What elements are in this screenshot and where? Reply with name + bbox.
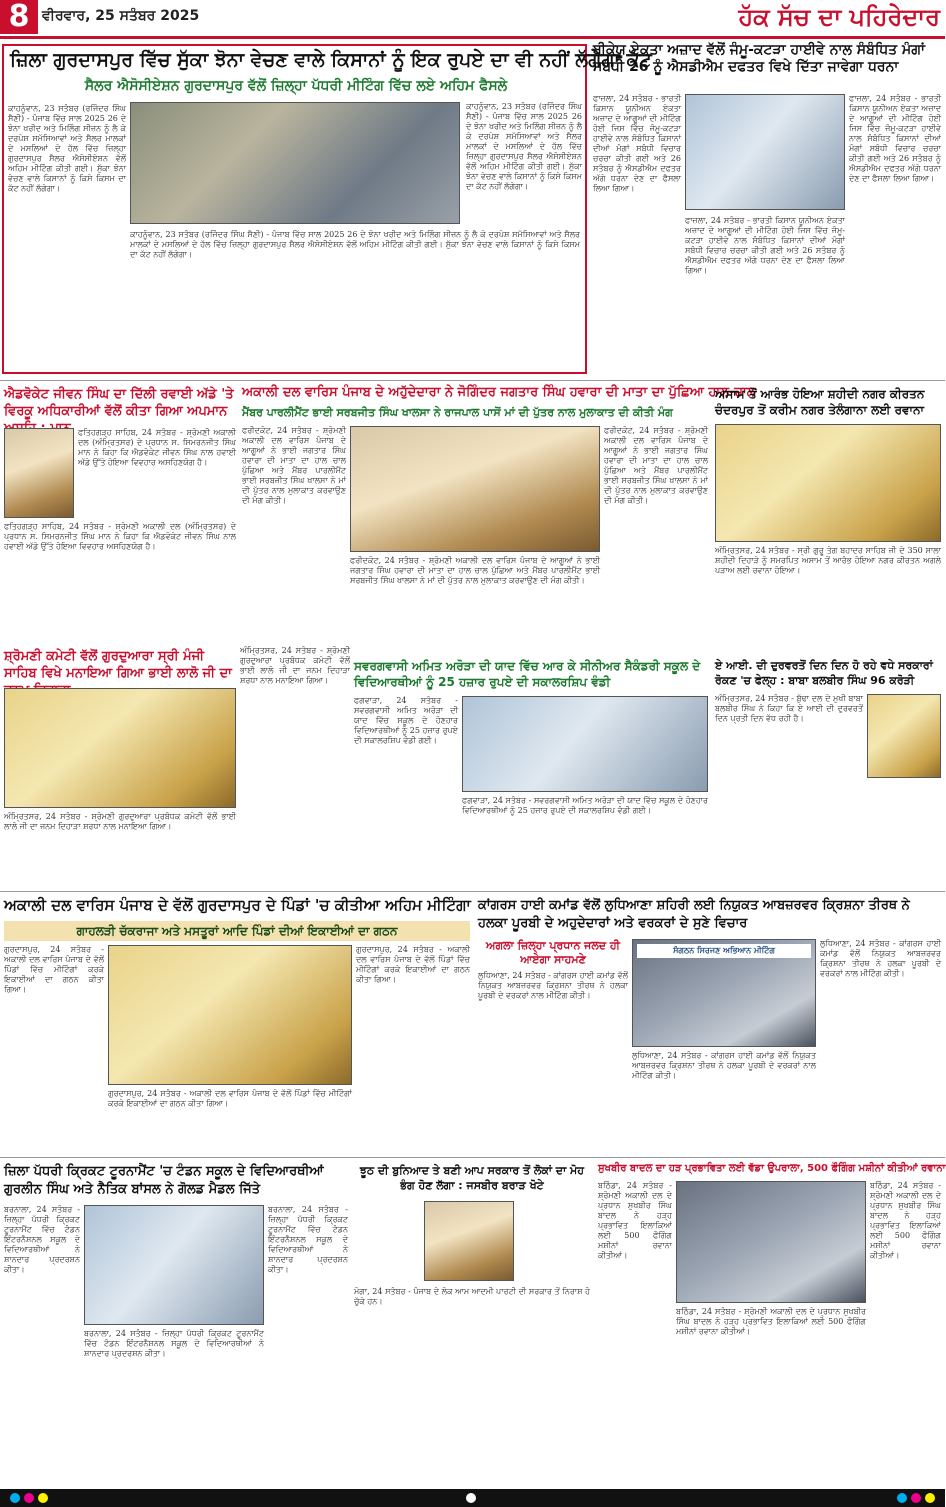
headline: ਜ਼ਿਲਾ ਪੱਧਰੀ ਕ੍ਰਿਕਟ ਟੂਰਨਾਮੈਂਟ 'ਚ ਟੰਡਨ ਸਕੂਲ ਦੇ ਵਿਦਿਆਰਥੀਆਂ ਗੁਰਲੀਨ ਸਿੰਘ ਅਤੇ ਨੈਤਿਕ ਬਾਂਸਲ ਨੇ ਗੋਲਡ ਮੈਡਲ ਜਿੱਤੇ — [4, 1164, 324, 1197]
dharna-photo — [685, 94, 845, 210]
article-body: ਮੋਗਾ, 24 ਸਤੰਬਰ - ਪੰਜਾਬ ਦੇ ਲੋਕ ਆਮ ਆਦਮੀ ਪਾਰਟੀ ਦੀ ਸਰਕਾਰ ਤੋਂ ਨਿਰਾਸ਼ ਹੋ ਚੁੱਕੇ ਹਨ। — [354, 1287, 590, 1306]
article-body: ਫਤਿਹਗੜ੍ਹ ਸਾਹਿਬ, 24 ਸਤੰਬਰ - ਸ਼੍ਰੋਮਣੀ ਅਕਾਲੀ ਦਲ (ਅੰਮ੍ਰਿਤਸਰ) ਦੇ ਪ੍ਰਧਾਨ ਸ. ਸਿਮਰਨਜੀਤ ਸਿੰਘ ਮਾਨ ਨੇ ਕਿਹਾ ਕਿ ਐਡਵੋਕੇਟ ਜੀਵਨ ਸਿੰਘ ਨਾਲ ਹਵਾਈ ਅੱਡੇ ਉੱਤੇ ਹੋਇਆ ਵਿਵਹਾਰ ਅਸਹਿਣਯੋਗ ਹੈ। — [78, 428, 236, 467]
visit-photo — [350, 426, 600, 552]
article-body: ਫਗਵਾੜਾ, 24 ਸਤੰਬਰ - ਸਵਰਗਵਾਸੀ ਅਮਿਤ ਅਰੋੜਾ ਦੀ ਯਾਦ ਵਿੱਚ ਸਕੂਲ ਦੇ ਹੋਣਹਾਰ ਵਿਦਿਆਰਥੀਆਂ ਨੂੰ 25 ਹਜ਼ਾਰ ਰੁਪਏ ਦੀ ਸਕਾਲਰਸ਼ਿਪ ਵੰਡੀ ਗਈ। — [354, 696, 458, 745]
article-body: ਫਰੀਦਕੋਟ, 24 ਸਤੰਬਰ - ਸ਼੍ਰੋਮਣੀ ਅਕਾਲੀ ਦਲ ਵਾਰਿਸ ਪੰਜਾਬ ਦੇ ਆਗੂਆਂ ਨੇ ਭਾਈ ਜਗਤਾਰ ਸਿੰਘ ਹਵਾਰਾ ਦੀ ਮਾਤਾ ਦਾ ਹਾਲ ਚਾਲ ਪੁੱਛਿਆ ਅਤੇ ਮੈਂਬਰ ਪਾਰਲੀਮੈਂਟ ਭਾਈ ਸਰਬਜੀਤ ਸਿੰਘ ਖਾਲਸਾ ਨੇ ਮਾਂ ਦੀ ਪੁੱਤਰ ਨਾਲ ਮੁਲਾਕਾਤ ਕਰਵਾਉਣ ਦੀ ਮੰਗ ਕੀਤੀ। — [242, 426, 346, 505]
cyan-mark-icon — [10, 1493, 20, 1503]
procession-photo — [715, 424, 941, 542]
students-photo — [84, 1205, 264, 1325]
headline: ਏ ਆਈ. ਦੀ ਦੁਰਵਰਤੋਂ ਦਿਨ ਦਿਨ ਹੋ ਰਹੇ ਵਧੇ ਸਰਕਾਰਾਂ ਰੋਕਣ 'ਚ ਫੇਲ੍ਹ : ਬਾਬਾ ਬਲਬੀਰ ਸਿੰਘ 96 ਕਰੋੜੀ — [715, 659, 933, 687]
headline: ਐਡਵੋਕੇਟ ਜੀਵਨ ਸਿੰਘ ਦਾ ਦਿੱਲੀ ਰਵਾਈ ਅੱਡੇ 'ਤੇ ਵਿਰਕੂ ਅਧਿਕਾਰੀਆਂ ਵੱਲੋਂ ਕੀਤਾ ਗਿਆ ਅਪਮਾਨ — [4, 387, 234, 419]
article-body-col: ਬਰਨਾਲਾ, 24 ਸਤੰਬਰ - ਜ਼ਿਲ੍ਹਾ ਪੱਧਰੀ ਕ੍ਰਿਕਟ ਟੂਰਨਾਮੈਂਟ ਵਿੱਚ ਟੰਡਨ ਇੰਟਰਨੈਸ਼ਨਲ ਸਕੂਲ ਦੇ ਵਿਦਿਆਰਥੀਆਂ ਨੇ ਸ਼ਾਨਦਾਰ ਪ੍ਰਦਰਸ਼ਨ ਕੀਤਾ। — [268, 1205, 348, 1274]
story-aap-government — [352, 1161, 592, 1485]
story-scholarship — [352, 656, 710, 888]
cyan-mark-icon — [897, 1493, 907, 1503]
magenta-mark-icon — [24, 1493, 34, 1503]
scholarship-photo — [462, 696, 708, 792]
ceremony-photo — [4, 688, 236, 808]
article-body: ਗੁਰਦਾਸਪੁਰ, 24 ਸਤੰਬਰ - ਅਕਾਲੀ ਦਲ ਵਾਰਿਸ ਪੰਜਾਬ ਦੇ ਵੱਲੋਂ ਪਿੰਡਾਂ ਵਿੱਚ ਮੀਟਿੰਗਾਂ ਕਰਕੇ ਇਕਾਈਆਂ ਦਾ ਗਠਨ ਕੀਤਾ ਗਿਆ। — [4, 945, 104, 994]
center-registration-icon — [466, 1493, 476, 1503]
article-body-col: ਫਾਜ਼ਲਾ, 24 ਸਤੰਬਰ - ਭਾਰਤੀ ਕਿਸਾਨ ਯੂਨੀਅਨ ਏਕਤਾ ਅਜ਼ਾਦ ਦੇ ਆਗੂਆਂ ਦੀ ਮੀਟਿੰਗ ਹੋਈ ਜਿਸ ਵਿੱਚ ਜੰਮੂ-ਕਟੜਾ ਹਾਈਵੇ ਨਾਲ ਸੰਬੰਧਿਤ ਕਿਸਾਨਾਂ ਦੀਆਂ ਮੰਗਾਂ ਸਬੰਧੀ ਵਿਚਾਰ ਚਰਚਾ ਕੀਤੀ ਗਈ ਅਤੇ 26 ਸਤੰਬਰ ਨੂੰ ਐਸਡੀਐਮ ਦਫਤਰ ਅੱਗੇ ਧਰਨਾ ਦੇਣ ਦਾ ਫੈਸਲਾ ਲਿਆ ਗਿਆ। — [849, 94, 941, 183]
headline: ਬੀਕੇਯੂ ਏਕਤਾ ਅਜ਼ਾਦ ਵੱਲੋਂ ਜੰਮੂ-ਕਟੜਾ ਹਾਈਵੇ ਨਾਲ ਸੰਬੰਧਿਤ ਮੰਗਾਂ ਸਬੰਧੀ 26 ਨੂੰ ਐਸਡੀਐਮ ਦਫਤਰ ਵਿਖੇ ਦਿੱਤਾ ਜਾਵੇਗਾ ਧਰਨਾ — [593, 42, 925, 75]
story-hawara-mother — [240, 384, 756, 642]
divider — [0, 380, 945, 381]
article-body-col: ਕਾਹਨੂੰਵਾਨ, 23 ਸਤੰਬਰ (ਰਜਿੰਦਰ ਸਿੰਘ ਸੈਣੀ) - ਪੰਜਾਬ ਵਿੱਚ ਸਾਲ 2025 26 ਦੇ ਝੋਨਾ ਖਰੀਦ ਅਤੇ ਮਿਲਿੰਗ ਸੀਜ਼ਨ ਨੂੰ ਲੈ ਕੇ ਦਰਪੇਸ਼ ਸਮੱਸਿਆਵਾਂ ਅਤੇ ਸੈਲਰ ਮਾਲਕਾਂ ਦੇ ਮਸਲਿਆਂ ਦੇ ਹੱਲ ਵਿੱਚ ਜ਼ਿਲ੍ਹਾ ਗੁਰਦਾਸਪੁਰ ਸੈਲਰ ਐਸੋਸੀਏਸ਼ਨ ਵੱਲੋਂ ਅਹਿਮ ਮੀਟਿੰਗ ਕੀਤੀ ਗਈ। ਸੁੱਕਾ ਝੋਨਾ ਵੇਚਣ ਵਾਲੇ ਕਿਸਾਨਾਂ ਨੂੰ ਕਿਸੇ ਕਿਸਮ ਦਾ ਕੱਟ ਨਹੀਂ ਲੱਗੇਗਾ। — [466, 102, 582, 191]
article-body-col: ਲੁਧਿਆਣਾ, 24 ਸਤੰਬਰ - ਕਾਂਗਰਸ ਹਾਈ ਕਮਾਂਡ ਵੱਲੋਂ ਨਿਯੁਕਤ ਆਬਜ਼ਰਵਰ ਕ੍ਰਿਸ਼ਨਾ ਤੀਰਥ ਨੇ ਹਲਕਾ ਪੂਰਬੀ ਦੇ ਵਰਕਰਾਂ ਨਾਲ ਮੀਟਿੰਗ ਕੀਤੀ। — [820, 939, 941, 978]
article-body: ਫਾਜ਼ਲਾ, 24 ਸਤੰਬਰ - ਭਾਰਤੀ ਕਿਸਾਨ ਯੂਨੀਅਨ ਏਕਤਾ ਅਜ਼ਾਦ ਦੇ ਆਗੂਆਂ ਦੀ ਮੀਟਿੰਗ ਹੋਈ ਜਿਸ ਵਿੱਚ ਜੰਮੂ-ਕਟੜਾ ਹਾਈਵੇ ਨਾਲ ਸੰਬੰਧਿਤ ਕਿਸਾਨਾਂ ਦੀਆਂ ਮੰਗਾਂ ਸਬੰਧੀ ਵਿਚਾਰ ਚਰਚਾ ਕੀਤੀ ਗਈ ਅਤੇ 26 ਸਤੰਬਰ ਨੂੰ ਐਸਡੀਐਮ ਦਫਤਰ ਅੱਗੇ ਧਰਨਾ ਦੇਣ ਦਾ ਫੈਸਲਾ ਲਿਆ ਗਿਆ। — [593, 94, 681, 193]
article-body-cont: ਕਾਹਨੂੰਵਾਨ, 23 ਸਤੰਬਰ (ਰਜਿੰਦਰ ਸਿੰਘ ਸੈਣੀ) - ਪੰਜਾਬ ਵਿੱਚ ਸਾਲ 2025 26 ਦੇ ਝੋਨਾ ਖਰੀਦ ਅਤੇ ਮਿਲਿੰਗ ਸੀਜ਼ਨ ਨੂੰ ਲੈ ਕੇ ਦਰਪੇਸ਼ ਸਮੱਸਿਆਵਾਂ ਅਤੇ ਸੈਲਰ ਮਾਲਕਾਂ ਦੇ ਮਸਲਿਆਂ ਦੇ ਹੱਲ ਵਿੱਚ ਜ਼ਿਲ੍ਹਾ ਗੁਰਦਾਸਪੁਰ ਸੈਲਰ ਐਸੋਸੀਏਸ਼ਨ ਵੱਲੋਂ ਅਹਿਮ ਮੀਟਿੰਗ ਕੀਤੀ ਗਈ। ਸੁੱਕਾ ਝੋਨਾ ਵੇਚਣ ਵਾਲੇ ਕਿਸਾਨਾਂ ਨੂੰ ਕਿਸੇ ਕਿਸਮ ਦਾ ਕੱਟ ਨਹੀਂ ਲੱਗੇਗਾ। — [130, 230, 580, 259]
article-body-cont: ਬਠਿੰਡਾ, 24 ਸਤੰਬਰ - ਸ਼੍ਰੋਮਣੀ ਅਕਾਲੀ ਦਲ ਦੇ ਪ੍ਰਧਾਨ ਸੁਖਬੀਰ ਸਿੰਘ ਬਾਦਲ ਨੇ ਹੜ੍ਹ ਪ੍ਰਭਾਵਿਤ ਇਲਾਕਿਆਂ ਲਈ 500 ਫੌਗਿੰਗ ਮਸ਼ੀਨਾਂ ਰਵਾਨਾ ਕੀਤੀਆਂ। — [676, 1307, 866, 1336]
header-rule — [0, 36, 945, 39]
story-fogging-machines — [596, 1161, 946, 1485]
yellow-mark-icon — [925, 1493, 935, 1503]
portrait-photo — [424, 1201, 514, 1281]
story-bhai-lalo — [2, 646, 238, 888]
article-body-cont: ਫਗਵਾੜਾ, 24 ਸਤੰਬਰ - ਸਵਰਗਵਾਸੀ ਅਮਿਤ ਅਰੋੜਾ ਦੀ ਯਾਦ ਵਿੱਚ ਸਕੂਲ ਦੇ ਹੋਣਹਾਰ ਵਿਦਿਆਰਥੀਆਂ ਨੂੰ 25 ਹਜ਼ਾਰ ਰੁਪਏ ਦੀ ਸਕਾਲਰਸ਼ਿਪ ਵੰਡੀ ਗਈ। — [462, 796, 708, 815]
story-akali-meetings — [2, 895, 472, 1153]
article-body-cont: ਲੁਧਿਆਣਾ, 24 ਸਤੰਬਰ - ਕਾਂਗਰਸ ਹਾਈ ਕਮਾਂਡ ਵੱਲੋਂ ਨਿਯੁਕਤ ਆਬਜ਼ਰਵਰ ਕ੍ਰਿਸ਼ਨਾ ਤੀਰਥ ਨੇ ਹਲਕਾ ਪੂਰਬੀ ਦੇ ਵਰਕਰਾਂ ਨਾਲ ਮੀਟਿੰਗ ਕੀਤੀ। — [632, 1051, 816, 1080]
article-body-cont: ਫਤਿਹਗੜ੍ਹ ਸਾਹਿਬ, 24 ਸਤੰਬਰ - ਸ਼੍ਰੋਮਣੀ ਅਕਾਲੀ ਦਲ (ਅੰਮ੍ਰਿਤਸਰ) ਦੇ ਪ੍ਰਧਾਨ ਸ. ਸਿਮਰਨਜੀਤ ਸਿੰਘ ਮਾਨ ਨੇ ਕਿਹਾ ਕਿ ਐਡਵੋਕੇਟ ਜੀਵਨ ਸਿੰਘ ਨਾਲ ਹਵਾਈ ਅੱਡੇ ਉੱਤੇ ਹੋਇਆ ਵਿਵਹਾਰ ਅਸਹਿਣਯੋਗ ਹੈ। — [4, 522, 236, 551]
headline: ਕਾਂਗਰਸ ਹਾਈ ਕਮਾਂਡ ਵੱਲੋਂ ਲੁਧਿਆਣਾ ਸ਼ਹਿਰੀ ਲਈ ਨਿਯੁਕਤ ਆਬਜ਼ਰਵਰ ਕ੍ਰਿਸ਼ਨਾ ਤੀਰਥ ਨੇ ਹਲਕਾ ਪੂਰਬੀ ਦੇ ਅਹੁਦੇਦਾਰਾਂ ਅਤੇ ਵਰਕਰਾਂ ਦੇ ਸੁਣੇ ਵਿਚਾਰ — [478, 898, 910, 931]
masthead: ਹੱਕ ਸੱਚ ਦਾ ਪਹਿਰੇਦਾਰ — [738, 2, 940, 31]
article-body: ਲੁਧਿਆਣਾ, 24 ਸਤੰਬਰ - ਕਾਂਗਰਸ ਹਾਈ ਕਮਾਂਡ ਵੱਲੋਂ ਨਿਯੁਕਤ ਆਬਜ਼ਰਵਰ ਕ੍ਰਿਸ਼ਨਾ ਤੀਰਥ ਨੇ ਹਲਕਾ ਪੂਰਬੀ ਦੇ ਵਰਕਰਾਂ ਨਾਲ ਮੀਟਿੰਗ ਕੀਤੀ। — [478, 971, 628, 1000]
dateline: ਵੀਰਵਾਰ, 25 ਸਤੰਬਰ 2025 — [42, 8, 200, 24]
meeting-photo — [108, 945, 352, 1085]
subheadline: ਮੈਂਬਰ ਪਾਰਲੀਮੈਂਟ ਭਾਈ ਸਰਬਜੀਤ ਸਿੰਘ ਖਾਲਸਾ ਨੇ ਰਾਜਪਾਲ ਪਾਸੋਂ ਮਾਂ ਦੀ ਪੁੱਤਰ ਨਾਲ ਮੁਲਾਕਾਤ ਦੀ ਕੀਤੀ ਮੰਗ — [242, 406, 673, 419]
article-body-cont: ਬਰਨਾਲਾ, 24 ਸਤੰਬਰ - ਜ਼ਿਲ੍ਹਾ ਪੱਧਰੀ ਕ੍ਰਿਕਟ ਟੂਰਨਾਮੈਂਟ ਵਿੱਚ ਟੰਡਨ ਇੰਟਰਨੈਸ਼ਨਲ ਸਕੂਲ ਦੇ ਵਿਦਿਆਰਥੀਆਂ ਨੇ ਸ਼ਾਨਦਾਰ ਪ੍ਰਦਰਸ਼ਨ ਕੀਤਾ। — [84, 1329, 264, 1358]
headline: ਅਕਾਲੀ ਦਲ ਵਾਰਿਸ ਪੰਜਾਬ ਦੇ ਅਹੁੱਦੇਦਾਰਾ ਨੇ ਜੋਗਿੰਦਰ ਜਗਤਾਰ ਸਿੰਘ ਹਵਾਰਾ ਦੀ ਮਾਤਾ ਦਾ ਪੁੱਛਿਆ ਹਾਲ-ਚਾਲ — [242, 385, 756, 400]
article-body: ਕਾਹਨੂੰਵਾਨ, 23 ਸਤੰਬਰ (ਰਜਿੰਦਰ ਸਿੰਘ ਸੈਣੀ) - ਪੰਜਾਬ ਵਿੱਚ ਸਾਲ 2025 26 ਦੇ ਝੋਨਾ ਖਰੀਦ ਅਤੇ ਮਿਲਿੰਗ ਸੀਜ਼ਨ ਨੂੰ ਲੈ ਕੇ ਦਰਪੇਸ਼ ਸਮੱਸਿਆਵਾਂ ਅਤੇ ਸੈਲਰ ਮਾਲਕਾਂ ਦੇ ਮਸਲਿਆਂ ਦੇ ਹੱਲ ਵਿੱਚ ਜ਼ਿਲ੍ਹਾ ਗੁਰਦਾਸਪੁਰ ਸੈਲਰ ਐਸੋਸੀਏਸ਼ਨ ਵੱਲੋਂ ਅਹਿਮ ਮੀਟਿੰਗ ਕੀਤੀ ਗਈ। ਸੁੱਕਾ ਝੋਨਾ ਵੇਚਣ ਵਾਲੇ ਕਿਸਾਨਾਂ ਨੂੰ ਕਿਸੇ ਕਿਸਮ ਦਾ ਕੱਟ ਨਹੀਂ ਲੱਗੇਗਾ। — [8, 104, 126, 193]
article-body: ਬਰਨਾਲਾ, 24 ਸਤੰਬਰ - ਜ਼ਿਲ੍ਹਾ ਪੱਧਰੀ ਕ੍ਰਿਕਟ ਟੂਰਨਾਮੈਂਟ ਵਿੱਚ ਟੰਡਨ ਇੰਟਰਨੈਸ਼ਨਲ ਸਕੂਲ ਦੇ ਵਿਦਿਆਰਥੀਆਂ ਨੇ ਸ਼ਾਨਦਾਰ ਪ੍ਰਦਰਸ਼ਨ ਕੀਤਾ। — [4, 1205, 80, 1274]
portrait-photo — [4, 428, 74, 518]
story-nagar-kirtan — [713, 384, 943, 652]
article-body-cont: ਫਰੀਦਕੋਟ, 24 ਸਤੰਬਰ - ਸ਼੍ਰੋਮਣੀ ਅਕਾਲੀ ਦਲ ਵਾਰਿਸ ਪੰਜਾਬ ਦੇ ਆਗੂਆਂ ਨੇ ਭਾਈ ਜਗਤਾਰ ਸਿੰਘ ਹਵਾਰਾ ਦੀ ਮਾਤਾ ਦਾ ਹਾਲ ਚਾਲ ਪੁੱਛਿਆ ਅਤੇ ਮੈਂਬਰ ਪਾਰਲੀਮੈਂਟ ਭਾਈ ਸਰਬਜੀਤ ਸਿੰਘ ਖਾਲਸਾ ਨੇ ਮਾਂ ਦੀ ਪੁੱਤਰ ਨਾਲ ਮੁਲਾਕਾਤ ਕਰਵਾਉਣ ਦੀ ਮੰਗ ਕੀਤੀ। — [350, 556, 600, 585]
observer-photo — [632, 939, 816, 1047]
divider — [0, 891, 945, 892]
fogging-photo — [676, 1181, 866, 1303]
headline: ਸੁਖਬੀਰ ਬਾਦਲ ਦਾ ਹੜ ਪ੍ਰਭਾਵਿਤਾ ਲਈ ਵੱਡਾ ਉਪਰਾਲਾ, 500 ਫੌਗਿੰਗ ਮਸ਼ੀਨਾਂ ਕੀਤੀਆਂ ਰਵਾਨਾ — [598, 1163, 946, 1174]
article-body: ਅੰਮ੍ਰਿਤਸਰ, 24 ਸਤੰਬਰ - ਸ੍ਰੀ ਗੁਰੂ ਤੇਗ ਬਹਾਦਰ ਸਾਹਿਬ ਜੀ ਦੇ 350 ਸਾਲਾ ਸ਼ਹੀਦੀ ਦਿਹਾੜੇ ਨੂੰ ਸਮਰਪਿਤ ਅਸਾਮ ਤੋਂ ਆਰੰਭ ਹੋਇਆ ਨਗਰ ਕੀਰਤਨ ਅਗਲੇ ਪੜਾਅ ਲਈ ਰਵਾਨਾ ਹੋਇਆ। — [715, 546, 941, 575]
article-body-col: ਬਠਿੰਡਾ, 24 ਸਤੰਬਰ - ਸ਼੍ਰੋਮਣੀ ਅਕਾਲੀ ਦਲ ਦੇ ਪ੍ਰਧਾਨ ਸੁਖਬੀਰ ਸਿੰਘ ਬਾਦਲ ਨੇ ਹੜ੍ਹ ਪ੍ਰਭਾਵਿਤ ਇਲਾਕਿਆਂ ਲਈ 500 ਫੌਗਿੰਗ ਮਸ਼ੀਨਾਂ ਰਵਾਨਾ ਕੀਤੀਆਂ। — [870, 1181, 941, 1260]
headline: ਸ਼੍ਰੋਮਣੀ ਕਮੇਟੀ ਵੱਲੋਂ ਗੁਰਦੁਆਰਾ ਸ੍ਰੀ ਮੰਜੀ ਸਾਹਿਬ ਵਿਖੇ ਮਨਾਇਆ ਗਿਆ ਭਾਈ ਲਾਲੋ ਜੀ ਦਾ — [4, 649, 232, 681]
photo-banner: ਸੰਗਠਨ ਸਿਰਜਣ ਅਭਿਆਨ ਮੀਟਿੰਗ — [637, 944, 811, 958]
subheadline: ਗਾਹਲੜੀ ਚੱਕਰਾਜਾ ਅਤੇ ਮਸਤੂਰਾਂ ਆਦਿ ਪਿੰਡਾਂ ਦੀਆਂ ਇਕਾਈਆਂ ਦਾ ਗਠਨ — [76, 924, 398, 938]
story-bku-dharna — [591, 40, 943, 378]
article-body: ਬਠਿੰਡਾ, 24 ਸਤੰਬਰ - ਸ਼੍ਰੋਮਣੀ ਅਕਾਲੀ ਦਲ ਦੇ ਪ੍ਰਧਾਨ ਸੁਖਬੀਰ ਸਿੰਘ ਬਾਦਲ ਨੇ ਹੜ੍ਹ ਪ੍ਰਭਾਵਿਤ ਇਲਾਕਿਆਂ ਲਈ 500 ਫੌਗਿੰਗ ਮਸ਼ੀਨਾਂ ਰਵਾਨਾ ਕੀਤੀਆਂ। — [598, 1181, 672, 1260]
story-bhai-lalo-cont: ਅੰਮ੍ਰਿਤਸਰ, 24 ਸਤੰਬਰ - ਸ਼੍ਰੋਮਣੀ ਗੁਰਦੁਆਰਾ ਪ੍ਰਬੰਧਕ ਕਮੇਟੀ ਵੱਲੋਂ ਭਾਈ ਲਾਲੋ ਜੀ ਦਾ ਜਨਮ ਦਿਹਾੜਾ ਸ਼ਰਧਾ ਨਾਲ ਮਨਾਇਆ ਗਿਆ। — [240, 646, 350, 685]
page-number: 8 — [0, 0, 38, 34]
story-advocate-insult — [2, 384, 238, 642]
article-body: ਅੰਮ੍ਰਿਤਸਰ, 24 ਸਤੰਬਰ - ਬੁੱਢਾ ਦਲ ਦੇ ਮੁਖੀ ਬਾਬਾ ਬਲਬੀਰ ਸਿੰਘ ਨੇ ਕਿਹਾ ਕਿ ਏ ਆਈ ਦੀ ਦੁਰਵਰਤੋਂ ਦਿਨ ਪ੍ਰਤੀ ਦਿਨ ਵੱਧ ਰਹੀ ਹੈ। — [715, 694, 863, 723]
baba-photo — [867, 694, 941, 778]
story-ai-misuse — [713, 656, 943, 888]
headline: ਜ਼ਿਲਾ ਗੁਰਦਾਸਪੁਰ ਵਿੱਚ ਸੁੱਕਾ ਝੋਨਾ ਵੇਚਣ ਵਾਲੇ ਕਿਸਾਨਾਂ ਨੂੰ ਇਕ ਰੁਪਏ ਦਾ ਵੀ ਨਹੀਂ ਲੱਗੇਗਾ ਕੱਟ — [10, 49, 652, 71]
meeting-photo — [130, 102, 460, 224]
article-body-col: ਗੁਰਦਾਸਪੁਰ, 24 ਸਤੰਬਰ - ਅਕਾਲੀ ਦਲ ਵਾਰਿਸ ਪੰਜਾਬ ਦੇ ਵੱਲੋਂ ਪਿੰਡਾਂ ਵਿੱਚ ਮੀਟਿੰਗਾਂ ਕਰਕੇ ਇਕਾਈਆਂ ਦਾ ਗਠਨ ਕੀਤਾ ਗਿਆ। — [356, 945, 470, 984]
article-body-col: ਫਰੀਦਕੋਟ, 24 ਸਤੰਬਰ - ਸ਼੍ਰੋਮਣੀ ਅਕਾਲੀ ਦਲ ਵਾਰਿਸ ਪੰਜਾਬ ਦੇ ਆਗੂਆਂ ਨੇ ਭਾਈ ਜਗਤਾਰ ਸਿੰਘ ਹਵਾਰਾ ਦੀ ਮਾਤਾ ਦਾ ਹਾਲ ਚਾਲ ਪੁੱਛਿਆ ਅਤੇ ਮੈਂਬਰ ਪਾਰਲੀਮੈਂਟ ਭਾਈ ਸਰਬਜੀਤ ਸਿੰਘ ਖਾਲਸਾ ਨੇ ਮਾਂ ਦੀ ਪੁੱਤਰ ਨਾਲ ਮੁਲਾਕਾਤ ਕਰਵਾਉਣ ਦੀ ਮੰਗ ਕੀਤੀ। — [604, 426, 708, 505]
article-body-cont: ਗੁਰਦਾਸਪੁਰ, 24 ਸਤੰਬਰ - ਅਕਾਲੀ ਦਲ ਵਾਰਿਸ ਪੰਜਾਬ ਦੇ ਵੱਲੋਂ ਪਿੰਡਾਂ ਵਿੱਚ ਮੀਟਿੰਗਾਂ ਕਰਕੇ ਇਕਾਈਆਂ ਦਾ ਗਠਨ ਕੀਤਾ ਗਿਆ। — [108, 1089, 352, 1108]
magenta-mark-icon — [911, 1493, 921, 1503]
article-body: ਅੰਮ੍ਰਿਤਸਰ, 24 ਸਤੰਬਰ - ਸ਼੍ਰੋਮਣੀ ਗੁਰਦੁਆਰਾ ਪ੍ਰਬੰਧਕ ਕਮੇਟੀ ਵੱਲੋਂ ਭਾਈ ਲਾਲੋ ਜੀ ਦਾ ਜਨਮ ਦਿਹਾੜਾ ਸ਼ਰਧਾ ਨਾਲ ਮਨਾਇਆ ਗਿਆ। — [4, 812, 236, 831]
headline: ਅਕਾਲੀ ਦਲ ਵਾਰਿਸ ਪੰਜਾਬ ਦੇ ਵੱਲੋਂ ਗੁਰਦਾਸਪੁਰ ਦੇ ਪਿੰਡਾਂ 'ਚ ਕੀਤੀਆ ਅਹਿਮ ਮੀਟਿੰਗਾ — [4, 896, 471, 914]
headline: ਅਸਾਮ ਤੋਂ ਆਰੰਭ ਹੋਇਆ ਸ਼ਹੀਦੀ ਨਗਰ ਕੀਰਤਨ ਚੰਦਰਪੁਰ ਤੋਂ ਕਰੀਮ ਨਗਰ ਤੇਲੰਗਾਨਾ ਲਈ ਰਵਾਨਾ — [715, 387, 925, 417]
headline: ਸਵਰਗਵਾਸੀ ਅਮਿਤ ਅਰੋੜਾ ਦੀ ਯਾਦ ਵਿੱਚ ਆਰ ਕੇ ਸੀਨੀਅਰ ਸੈਕੰਡਰੀ ਸਕੂਲ ਦੇ ਵਿਦਿਆਰਥੀਆਂ ਨੂੰ 25 ਹਜ਼ਾਰ ਰੁਪਏ ਦੀ ਸਕਾਲਰਸ਼ਿਪ ਵੰਡੀ — [354, 659, 701, 689]
story-cricket-tournament — [2, 1161, 350, 1485]
yellow-mark-icon — [38, 1493, 48, 1503]
divider — [0, 1157, 945, 1158]
subheadline: ਅਗਲਾ ਜ਼ਿਲ੍ਹਾ ਪ੍ਰਧਾਨ ਜਲਦ ਹੀ ਆਏਗਾ ਸਾਹਮਣੇ — [486, 939, 620, 966]
subheadline: ਸੈਲਰ ਐਸੋਸੀਏਸ਼ਨ ਗੁਰਦਾਸਪੁਰ ਵੱਲੋਂ ਜ਼ਿਲ੍ਹਾ ਪੱਧਰੀ ਮੀਟਿੰਗ ਵਿੱਚ ਲਏ ਅਹਿਮ ਫੈਸਲੇ — [84, 78, 508, 94]
story-congress-observer — [476, 895, 943, 1153]
article-body-cont: ਫਾਜ਼ਲਾ, 24 ਸਤੰਬਰ - ਭਾਰਤੀ ਕਿਸਾਨ ਯੂਨੀਅਨ ਏਕਤਾ ਅਜ਼ਾਦ ਦੇ ਆਗੂਆਂ ਦੀ ਮੀਟਿੰਗ ਹੋਈ ਜਿਸ ਵਿੱਚ ਜੰਮੂ-ਕਟੜਾ ਹਾਈਵੇ ਨਾਲ ਸੰਬੰਧਿਤ ਕਿਸਾਨਾਂ ਦੀਆਂ ਮੰਗਾਂ ਸਬੰਧੀ ਵਿਚਾਰ ਚਰਚਾ ਕੀਤੀ ਗਈ ਅਤੇ 26 ਸਤੰਬਰ ਨੂੰ ਐਸਡੀਐਮ ਦਫਤਰ ਅੱਗੇ ਧਰਨਾ ਦੇਣ ਦਾ ਫੈਸਲਾ ਲਿਆ ਗਿਆ। — [685, 216, 845, 275]
headline: ਝੂਠ ਦੀ ਬੁਨਿਆਦ ਤੇ ਬਣੀ ਆਪ ਸਰਕਾਰ ਤੋਂ ਲੋਕਾਂ ਦਾ ਮੋਹ ਭੰਗ ਹੋਣ ਲੱਗਾ : ਜਸਬੀਰ ਬਰਾੜ ਖੋਟੇ — [359, 1164, 585, 1192]
